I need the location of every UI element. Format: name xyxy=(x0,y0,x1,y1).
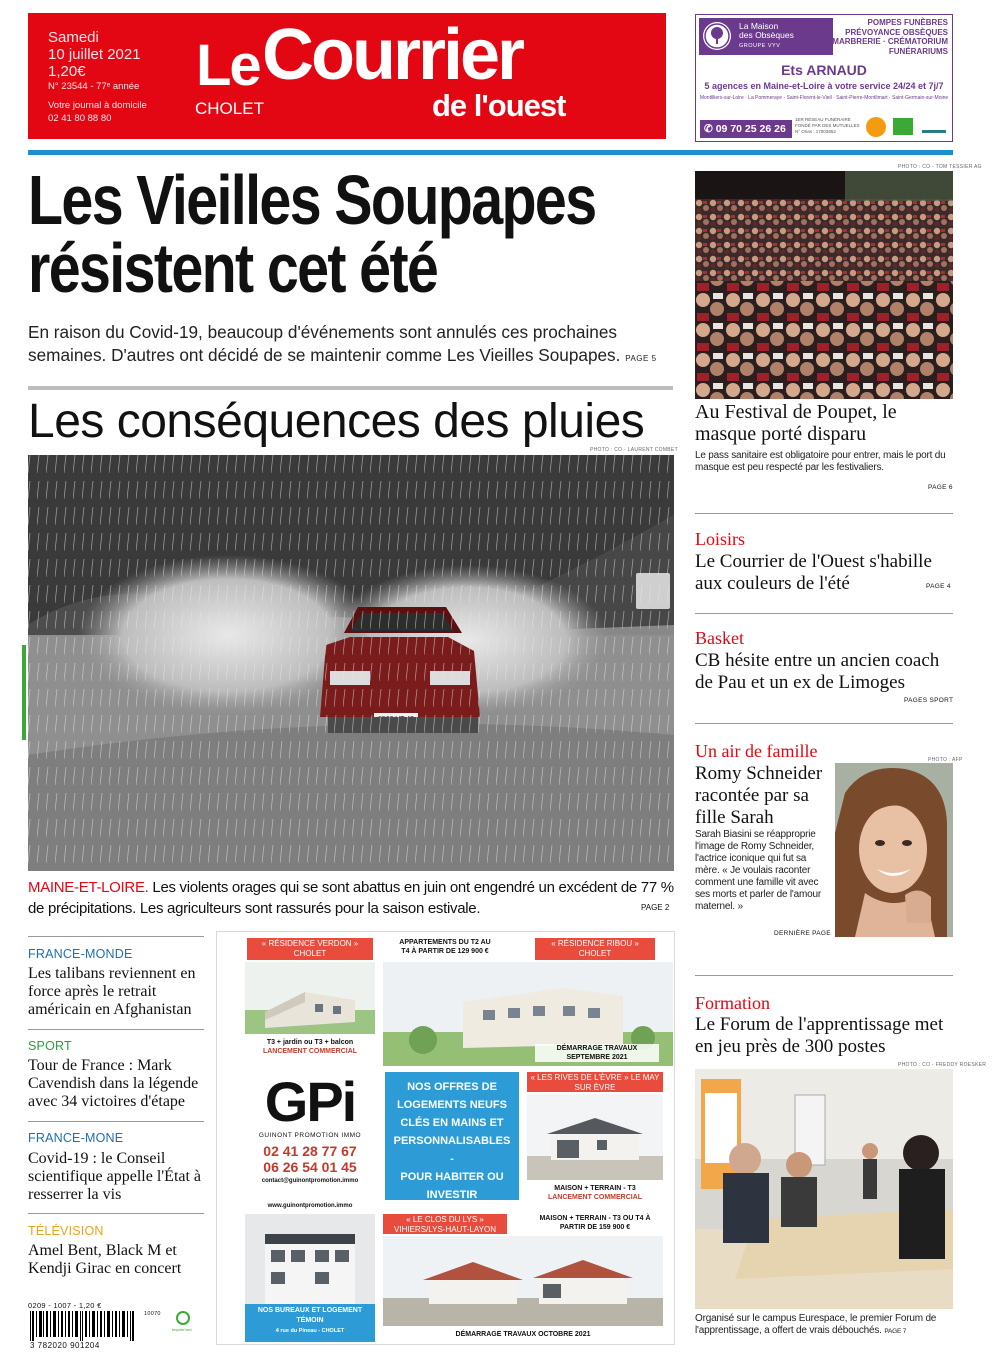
barcode-suffix: 10070 xyxy=(144,1311,161,1317)
evre-cap-2: LANCEMENT COMMERCIAL xyxy=(547,1194,643,1201)
loisirs-page-ref[interactable]: PAGE 4 xyxy=(926,583,951,590)
edition-day: Samedi xyxy=(48,29,99,46)
gpi-web[interactable]: www.guinontpromotion.immo xyxy=(267,1203,353,1209)
ad-brand-name xyxy=(739,22,794,51)
rain-photo-credit: PHOTO : CO - LAURENT COMBET xyxy=(590,447,678,453)
barcode-digits: 3 782020 901204 xyxy=(30,1341,100,1350)
gpi-block[interactable] xyxy=(245,1072,375,1200)
gpi-phone-1[interactable]: 02 41 28 77 67 xyxy=(263,1143,357,1159)
ad-brand-line1: La Maison xyxy=(739,21,779,31)
right-divider xyxy=(695,723,953,724)
famille-photo-credit: PHOTO : AFP xyxy=(928,757,963,763)
brief-text-4[interactable]: Amel Bent, Black M et Kendji Girac en concert xyxy=(28,1242,182,1277)
festival-text: Le pass sanitaire est obligatoire pour entrer, mais le port du masque est peu respecté par les festivaliers. xyxy=(695,450,946,473)
right-divider xyxy=(695,975,953,976)
basket-title[interactable]: CB hésite entre un ancien coach de Pau et un ex de Limoges xyxy=(695,650,940,693)
barcode-icon xyxy=(28,1311,140,1341)
barcode-code: 0209 - 1007 - 1,20 € xyxy=(28,1301,102,1310)
lys-label: « LE CLOS DU LYS » VIHIERS/LYS-HAUT-LAYON xyxy=(383,1214,507,1234)
brief-divider xyxy=(28,1121,204,1122)
loisirs-kicker: Loisirs xyxy=(695,529,746,549)
edition-price: 1,20€ xyxy=(48,63,86,80)
logo-ouest: de l'ouest xyxy=(432,88,566,123)
ad-phone: 09 70 25 26 26 xyxy=(715,123,786,135)
loisirs-title[interactable]: Le Courrier de l'Ouest s'habille aux couleurs de l'été xyxy=(695,551,932,594)
lys-render xyxy=(383,1236,663,1326)
edition-issue: N° 23544 - 77ᵉ année xyxy=(48,81,140,92)
subscription-text: Votre journal à domicile xyxy=(48,100,147,111)
ribou-label: « RÉSIDENCE RIBOU » CHOLET xyxy=(535,938,655,960)
headline-line2: résistent cet été xyxy=(28,229,438,307)
festival-photo-credit: PHOTO : CO - TOM TESSIER AG xyxy=(898,164,982,170)
lead-page-ref[interactable]: PAGE 5 xyxy=(625,354,657,363)
subscription-phone: 02 41 80 88 80 xyxy=(48,113,112,124)
gpi-name: GUINONT PROMOTION IMMO xyxy=(258,1132,362,1139)
office-caption-1: NOS BUREAUX ET LOGEMENT TÉMOIN xyxy=(257,1307,363,1324)
famille-title[interactable]: Romy Schneider racontée par sa fille Sarah xyxy=(695,763,823,828)
brief-divider xyxy=(28,936,204,937)
ad-service-2: PRÉVOYANCE OBSÈQUES xyxy=(845,27,948,37)
famille-text: Sarah Biasini se réapproprie l'image de Romy Schneider, l'actrice iconique qui fut sa mère. « Je voulais raconter comment une famille vit avec ses morts et parler de l'amour maternel. » xyxy=(695,829,821,912)
formation-page-ref[interactable]: PAGE 7 xyxy=(884,1328,907,1335)
edition-date: 10 juillet 2021 xyxy=(48,46,141,63)
offer-block xyxy=(385,1072,519,1200)
ad-towns: Montilliers-sur-Loire · La Pommeraye · Saint-Florent-le-Vieil · Saint-Pierre-Montlimart · Saint-Germain-sur-Moine xyxy=(699,95,949,101)
rain-kicker: MAINE-ET-LOIRE. xyxy=(28,879,149,896)
brief-text-1[interactable]: Les talibans reviennent en force après le retrait américain en Afghanistan xyxy=(28,965,196,1018)
evre-caption xyxy=(527,1184,663,1202)
right-divider xyxy=(695,613,953,614)
gpi-logo: GPi xyxy=(264,1070,356,1133)
recycle-icon xyxy=(176,1311,190,1325)
verdon-label: « RÉSIDENCE VERDON » CHOLET xyxy=(247,938,373,960)
appart-caption: APPARTEMENTS DU T2 AU T4 À PARTIR DE 129 900 € xyxy=(399,939,491,955)
ad-service-1: POMPES FUNÈBRES xyxy=(867,18,948,27)
brief-kicker-4: TÉLÉVISION xyxy=(28,1224,104,1238)
brief-divider xyxy=(28,1029,204,1030)
ad-service-4: FUNÉRARIUMS xyxy=(888,46,948,56)
masthead-divider xyxy=(28,150,953,155)
rain-caption xyxy=(28,877,678,919)
verdon-caption xyxy=(245,1038,375,1056)
edition-city: CHOLET xyxy=(195,99,264,118)
lys-caption-2: DÉMARRAGE TRAVAUX OCTOBRE 2021 xyxy=(455,1331,591,1338)
ad-group: GROUPE VYV xyxy=(739,43,781,49)
verdon-cap-1: T3 + jardin ou T3 + balcon xyxy=(266,1039,354,1046)
logo-le: Le xyxy=(196,33,260,98)
ad-company: Ets ARNAUD xyxy=(781,62,867,78)
offer-line-1: NOS OFFRES DE LOGEMENTS NEUFS CLÉS EN MAINS ET PERSONNALISABLES xyxy=(393,1081,511,1147)
formation-text-body: Organisé sur le campus Eurespace, le premier Forum de l'apprentissage, a offert de vrais débouchés. xyxy=(695,1313,937,1336)
lead-text: En raison du Covid-19, beaucoup d'événements sont annulés ces prochaines semaines. D'autres ont décidé de se maintenir comme Les Vieilles Soupapes. xyxy=(28,322,621,365)
formation-title[interactable]: Le Forum de l'apprentissage met en jeu près de 300 postes xyxy=(695,1014,944,1057)
brief-text-3[interactable]: Covid-19 : le Conseil scientifique appelle l'État à resserrer la vis xyxy=(28,1150,202,1203)
offer-dash: - xyxy=(450,1153,454,1165)
formation-kicker: Formation xyxy=(695,993,770,1013)
funeral-ad[interactable] xyxy=(695,14,953,142)
forum-photo[interactable] xyxy=(695,1069,953,1309)
ad-note-3: N° Orias : 17003852 xyxy=(795,129,836,134)
realestate-ad[interactable] xyxy=(216,931,675,1345)
rain-text: Les violents orages qui se sont abattus en juin ont engendré un excédent de 77 % de précipitations. Les agriculteurs sont rassurés pour la saison estivale. xyxy=(28,879,674,917)
headline-line1: Les Vieilles Soupapes xyxy=(28,161,596,239)
basket-page-ref[interactable]: PAGES SPORT xyxy=(904,697,954,704)
phone-icon: ✆ xyxy=(704,123,716,135)
masthead-info xyxy=(48,29,147,125)
festival-crowd-photo[interactable] xyxy=(695,171,953,399)
rain-page-ref[interactable]: PAGE 2 xyxy=(641,903,670,912)
ad-phone-button[interactable] xyxy=(700,120,792,138)
ad-note-1: 1ER RÉSEAU FUNÉRAIRE xyxy=(795,117,851,122)
rain-car-photo[interactable] xyxy=(28,455,674,871)
gpi-phone-2[interactable]: 06 26 54 01 45 xyxy=(263,1159,357,1175)
ad-brand-block xyxy=(699,18,833,55)
festival-title[interactable]: Au Festival de Poupet, le masque porté disparu xyxy=(695,401,897,445)
brief-kicker-3: FRANCE-MONE xyxy=(28,1131,124,1145)
festival-page-ref[interactable]: PAGE 6 xyxy=(928,484,953,491)
barcode-block xyxy=(28,1301,168,1351)
formation-photo-credit: PHOTO : CO - FREDDY ROESKER xyxy=(898,1062,987,1068)
ad-service-3: MARBRERIE · CRÉMATORIUM xyxy=(832,37,948,46)
page-marker xyxy=(22,645,26,740)
gpi-email[interactable]: contact@guinontpromotion.immo xyxy=(261,1178,359,1184)
evre-label: « LES RIVES DE L'ÈVRE » LE MAY SUR ÈVRE xyxy=(527,1072,663,1092)
formation-text xyxy=(695,1313,955,1338)
offer-line-2: POUR HABITER OU INVESTIR xyxy=(400,1171,504,1201)
ad-note-2: FONDÉ PAR DES MUTUELLES xyxy=(795,123,860,128)
ad-brand-line2: des Obsèques xyxy=(739,30,794,40)
main-lead xyxy=(28,321,693,370)
section-rule xyxy=(28,386,673,390)
right-divider xyxy=(695,513,953,514)
rain-title[interactable]: Les conséquences des pluies xyxy=(28,395,645,448)
tree-icon xyxy=(703,22,731,50)
logo-courrier: Courrier xyxy=(262,15,523,95)
brief-text-2[interactable]: Tour de France : Mark Cavendish dans la légende avec 34 victoires d'étape xyxy=(28,1057,199,1110)
brief-kicker-1: FRANCE-MONDE xyxy=(28,947,133,961)
ad-agencies: 5 agences en Maine-et-Loire à votre service 24/24 et 7j/7 xyxy=(704,81,944,91)
brief-kicker-2: SPORT xyxy=(28,1039,72,1053)
basket-kicker: Basket xyxy=(695,628,744,648)
ad-services xyxy=(832,18,948,56)
evre-cap-1: MAISON + TERRAIN - T3 xyxy=(554,1185,636,1192)
ad-notes xyxy=(795,117,860,135)
famille-page-ref[interactable]: DERNIÈRE PAGE xyxy=(774,930,831,937)
partner-logo-2 xyxy=(893,118,913,135)
office-caption-2: 4 rue du Pineau - CHOLET xyxy=(275,1328,345,1334)
ribou-caption: DÉMARRAGE TRAVAUX SEPTEMBRE 2021 xyxy=(535,1044,659,1062)
verdon-render xyxy=(245,962,375,1034)
partner-logo-3 xyxy=(922,119,946,133)
lys-caption: MAISON + TERRAIN - T3 OU T4 À PARTIR DE 159 900 € xyxy=(539,1215,651,1231)
recycle-label: Imprim'vert xyxy=(172,1327,192,1332)
office-render xyxy=(245,1214,375,1342)
main-headline[interactable] xyxy=(28,161,684,307)
famille-kicker: Un air de famille xyxy=(695,741,818,761)
verdon-cap-2: LANCEMENT COMMERCIAL xyxy=(262,1048,358,1055)
evre-render xyxy=(527,1094,663,1180)
romy-portrait-photo[interactable] xyxy=(835,763,953,937)
brief-divider xyxy=(28,1213,204,1214)
partner-logo-1 xyxy=(866,117,886,137)
office-caption xyxy=(245,1306,375,1336)
